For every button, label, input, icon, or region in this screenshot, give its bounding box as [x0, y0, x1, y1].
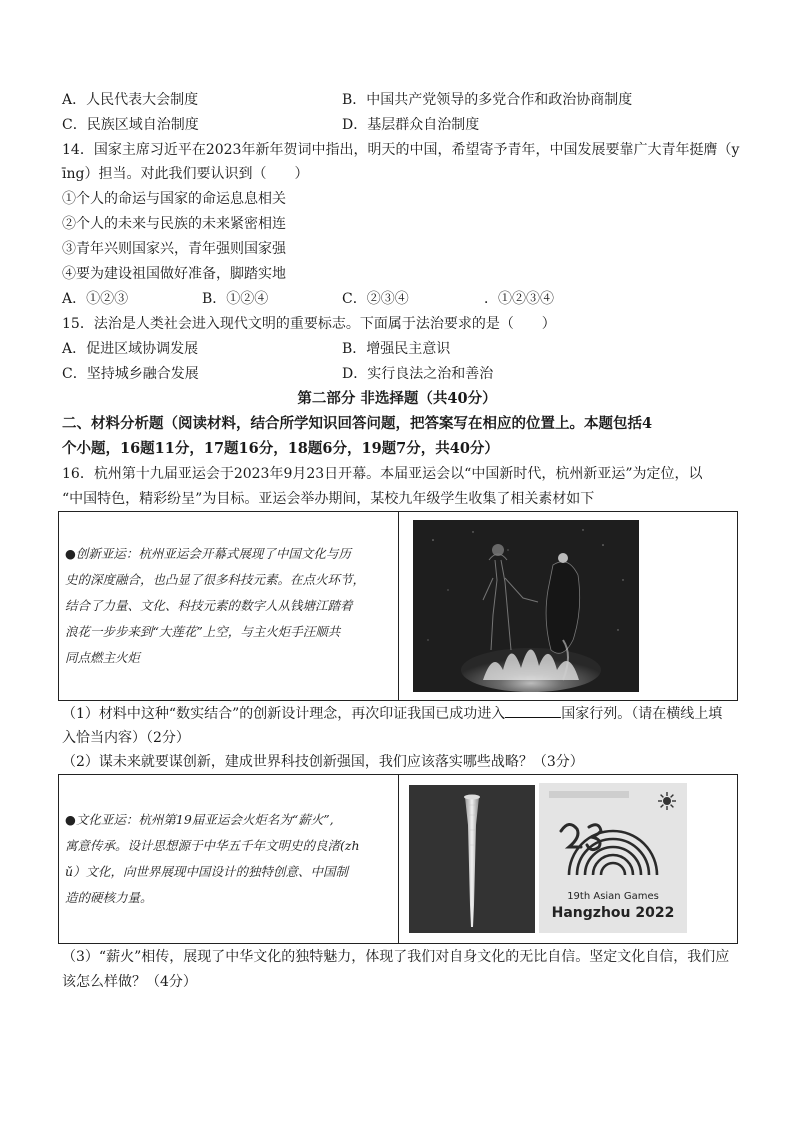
section2-heading-line-2: 个小题，16题11分，17题16分，18题6分，19题7分，共40分） [62, 440, 499, 457]
q16-sub3-line-2: 该怎么样做？（4分） [62, 974, 197, 990]
q16-sub1-text-b: 国家行列。（请在横线上填 [561, 706, 723, 722]
q16-sub1-text-a: （1）材料中这种“数实结合”的创新设计理念，再次印证我国已成功进入 [62, 706, 506, 722]
q15-option-b: B．增强民主意识 [342, 341, 451, 357]
fan-arcs [569, 831, 657, 875]
q15-stem: 15．法治是人类社会进入现代文明的重要标志。下面属于法治要求的是（ ） [62, 316, 556, 332]
logo-caption-line-2: Hangzhou 2022 [551, 905, 675, 921]
answer-blank[interactable] [505, 703, 561, 718]
material-text-innovation [59, 512, 399, 700]
opening-ceremony-photo-cell [399, 512, 737, 700]
part2-title: 第二部分 非选择题（共40分） [297, 390, 497, 407]
q13-options-row-2 [62, 115, 742, 135]
q16-sub1-line-1 [62, 703, 722, 724]
material1-line: 浪花一步步来到“大莲花”上空，与主火炬手汪顺共 [65, 624, 341, 639]
material1-line: ●创新亚运：杭州亚运会开幕式展现了中国文化与历 [65, 546, 351, 561]
q14-option-c: C．②③④ [342, 291, 409, 307]
section2-heading-line-1: 二、材料分析题（阅读材料，结合所学知识回答问题，把答案写在相应的位置上。本题包括4 [62, 415, 653, 432]
sun-emblem-icon [658, 792, 676, 810]
material1-line: 结合了力量、文化、科技元素的数字人从钱塘江踏着 [65, 598, 353, 613]
q14-option-d: ．①②③④ [484, 291, 554, 307]
material2-line: ǔ）文化，向世界展现中国设计的独特创意、中国制 [65, 864, 349, 879]
q14-item-4: ④要为建设祖国做好准备，脚踏实地 [62, 266, 286, 282]
material2-line: 造的硬核力量。 [65, 890, 153, 905]
q14-stem-line-2: īng）担当。对此我们要认识到（ ） [62, 166, 309, 182]
q14-item-2: ②个人的未来与民族的未来紧密相连 [62, 216, 286, 232]
q14-stem-line-1: 14．国家主席习近平在2023年新年贺词中指出，明天的中国，希望寄予青年，中国发展要靠广大青年挺膺（y [62, 142, 740, 158]
material-box-innovation [58, 511, 738, 701]
q16-sub2: （2）谋未来就要谋创新，建成世界科技创新强国，我们应该落实哪些战略？（3分） [62, 754, 584, 770]
q16-sub1-line-2: 入恰当内容）（2分） [62, 730, 190, 746]
material2-line: ●文化亚运：杭州第19届亚运会火炬名为“薪火”, [65, 812, 334, 827]
torch-photo [409, 785, 535, 933]
q13-options-row-1 [62, 90, 742, 110]
q14-option-a: A．①②③ [62, 291, 129, 307]
q14-options-row [62, 289, 742, 309]
torch-and-logo-cell [399, 775, 737, 943]
q13-option-c: C．民族区域自治制度 [62, 117, 199, 133]
q13-option-a: A．人民代表大会制度 [62, 92, 199, 108]
logo-caption-line-1: 19th Asian Games [567, 891, 659, 902]
asian-games-logo-panel [539, 783, 687, 933]
q15-options-row-2 [62, 364, 742, 384]
material1-line: 同点燃主火炬 [65, 650, 141, 665]
q15-option-d: D．实行良法之治和善治 [342, 366, 494, 382]
material-text-culture [59, 775, 399, 943]
q16-stem-line-1: 16．杭州第十九届亚运会于2023年9月23日开幕。本届亚运会以“中国新时代，杭州新亚运”为定位，以 [62, 466, 703, 482]
material-box-culture [58, 774, 738, 944]
q15-options-row-1 [62, 339, 742, 359]
material1-line: 史的深度融合，也凸显了很多科技元素。在点火环节， [65, 572, 366, 587]
q13-option-b: B．中国共产党领导的多党合作和政治协商制度 [342, 92, 633, 108]
stylized-digits [561, 824, 601, 849]
q16-sub3-line-1: （3）“薪火”相传，展现了中华文化的独特魅力，体现了我们对自身文化的无比自信。坚定文化自信，我们应 [62, 949, 730, 965]
material2-line: 寓意传承。设计思想源于中华五千年文明史的良渚(zh [65, 838, 360, 853]
q16-stem-line-2: “中国特色，精彩纷呈”为目标。亚运会举办期间，某校九年级学生收集了相关素材如下 [62, 491, 595, 507]
q14-item-1: ①个人的命运与国家的命运息息相关 [62, 191, 286, 207]
q13-option-d: D．基层群众自治制度 [342, 117, 480, 133]
q14-option-b: B．①②④ [202, 291, 269, 307]
q14-item-3: ③青年兴则国家兴，青年强则国家强 [62, 241, 286, 257]
q15-option-a: A．促进区域协调发展 [62, 341, 199, 357]
q15-option-c: C．坚持城乡融合发展 [62, 366, 199, 382]
opening-ceremony-photo [413, 520, 639, 692]
asian-games-logo [539, 783, 687, 883]
